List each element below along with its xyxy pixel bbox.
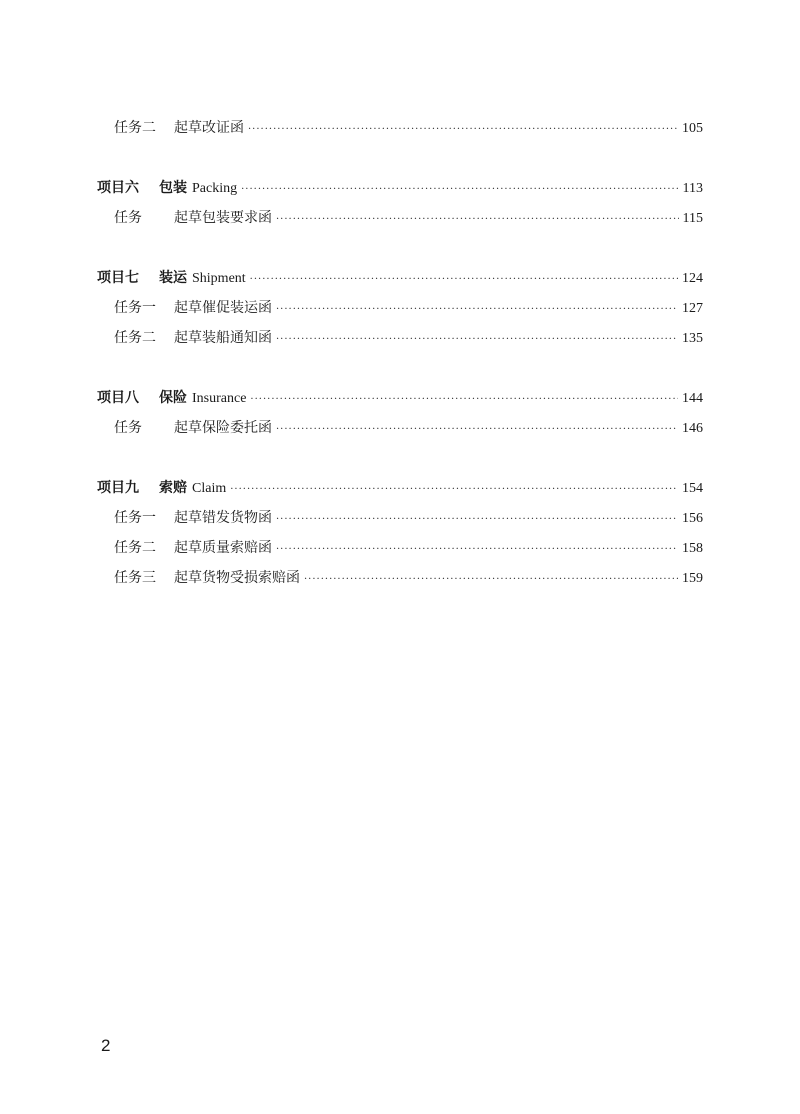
task-page-number: 135: [682, 331, 703, 346]
task-title: 起草装船通知函: [174, 330, 272, 346]
toc-task-entry[interactable]: [97, 563, 703, 593]
project-english-title: Shipment: [192, 271, 246, 286]
task-title: 起草错发货物函: [174, 510, 272, 526]
task-number: 任务一: [114, 510, 156, 526]
toc-project-entry[interactable]: [97, 383, 703, 413]
toc-task-entry[interactable]: [97, 203, 703, 233]
toc-project-entry[interactable]: [97, 263, 703, 293]
dot-leader: [276, 535, 678, 565]
dot-leader: [304, 565, 678, 595]
project-page-number: 144: [682, 391, 703, 406]
toc-task-entry[interactable]: [97, 533, 703, 563]
task-page-number: 146: [682, 421, 703, 436]
dot-leader: [248, 115, 678, 145]
toc-task-entry[interactable]: [97, 113, 703, 143]
project-number: 项目九: [97, 480, 139, 496]
project-page-number: 124: [682, 271, 703, 286]
toc-task-entry[interactable]: [97, 293, 703, 323]
task-number: 任务二: [114, 540, 156, 556]
dot-leader: [276, 505, 678, 535]
dot-leader: [241, 175, 678, 205]
task-page-number: 115: [682, 211, 703, 226]
task-number: 任务: [114, 420, 142, 436]
task-number: 任务: [114, 210, 142, 226]
toc-task-entry[interactable]: [97, 503, 703, 533]
project-number: 项目七: [97, 270, 139, 286]
project-title: 包装: [159, 180, 187, 196]
project-page-number: 113: [682, 181, 703, 196]
task-number: 任务一: [114, 300, 156, 316]
project-title: 装运: [159, 270, 187, 286]
task-title: 起草保险委托函: [174, 420, 272, 436]
project-number: 项目八: [97, 390, 139, 406]
dot-leader: [276, 295, 678, 325]
toc-project-entry[interactable]: [97, 473, 703, 503]
task-title: 起草包装要求函: [174, 210, 272, 226]
project-number: 项目六: [97, 180, 139, 196]
task-title: 起草质量索赔函: [174, 540, 272, 556]
project-title: 保险: [159, 390, 187, 406]
task-number: 任务三: [114, 570, 156, 586]
toc-project-entry[interactable]: [97, 173, 703, 203]
task-page-number: 156: [682, 511, 703, 526]
task-title: 起草货物受损索赔函: [174, 570, 300, 586]
task-number: 任务二: [114, 120, 156, 136]
dot-leader: [250, 385, 678, 415]
project-english-title: Claim: [192, 481, 227, 496]
task-page-number: 105: [682, 121, 703, 136]
page-number: 2: [101, 1036, 111, 1055]
task-title: 起草催促装运函: [174, 300, 272, 316]
toc-task-entry[interactable]: [97, 413, 703, 443]
table-of-contents: [97, 113, 703, 593]
dot-leader: [250, 265, 678, 295]
task-title: 起草改证函: [174, 120, 244, 136]
task-page-number: 159: [682, 571, 703, 586]
project-english-title: Packing: [192, 181, 238, 196]
dot-leader: [276, 415, 678, 445]
project-page-number: 154: [682, 481, 703, 496]
task-number: 任务二: [114, 330, 156, 346]
dot-leader: [276, 205, 679, 235]
project-english-title: Insurance: [192, 391, 247, 406]
dot-leader: [276, 325, 678, 355]
task-page-number: 127: [682, 301, 703, 316]
toc-task-entry[interactable]: [97, 323, 703, 353]
task-page-number: 158: [682, 541, 703, 556]
dot-leader: [230, 475, 678, 505]
project-title: 索赔: [159, 480, 187, 496]
